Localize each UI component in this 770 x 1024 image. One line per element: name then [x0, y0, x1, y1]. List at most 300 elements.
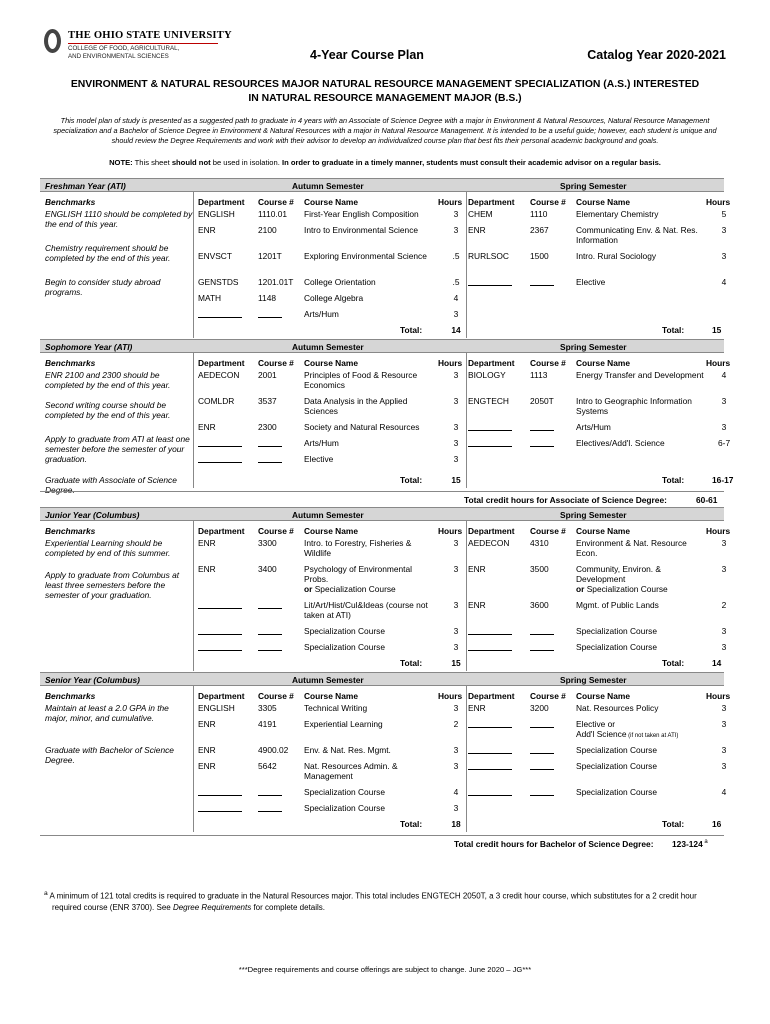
hours-cell: .5: [452, 277, 460, 287]
year-body: [40, 538, 727, 674]
course-number-blank: [530, 627, 554, 637]
department-cell: RURLSOC: [468, 251, 509, 261]
department-blank: [468, 423, 512, 433]
year-label: Freshman Year (ATI): [45, 181, 126, 191]
department-cell: AEDECON: [198, 370, 240, 380]
year-body: [40, 703, 727, 835]
osu-logo: [44, 28, 234, 68]
spring-course-header: Course #: [530, 358, 566, 368]
course-name-cell: Arts/Hum: [576, 422, 611, 432]
department-blank: [468, 439, 512, 449]
bachelor-total-row: [40, 835, 724, 849]
autumn-course-header: Course #: [258, 197, 294, 207]
course-name-cell: Electives/Add'l. Science: [576, 438, 665, 448]
autumn-total-label: Total:: [400, 475, 423, 485]
department-blank: [468, 643, 512, 653]
blank-line: [198, 627, 242, 635]
autumn-total-value: 15: [451, 475, 461, 485]
course-name-cell: Elective: [304, 454, 334, 464]
year-header-bar: [40, 178, 724, 192]
hours-cell: 3: [721, 422, 727, 432]
hours-cell: 3: [721, 225, 727, 235]
associate-total-value: 60-61: [696, 495, 718, 505]
benchmark-note: Chemistry requirement should be completed by the end of this year.: [45, 243, 171, 263]
course-name-cell: Communicating Env. & Nat. Res. Information: [576, 225, 698, 245]
spring-total-value: 16-17: [712, 475, 734, 485]
column-headers: [40, 353, 731, 370]
hours-cell: 3: [453, 209, 459, 219]
hours-cell: 3: [453, 761, 459, 771]
autumn-hours-header: Hours: [438, 526, 463, 536]
course-number-cell: 2001: [258, 370, 277, 380]
course-number-blank: [258, 601, 282, 611]
page-footer: ***Degree requirements and course offerings are subject to change. June 2020 – JG***: [238, 965, 532, 974]
blank-line: [258, 627, 282, 635]
year-body: [40, 370, 734, 495]
hours-cell: 3: [453, 396, 459, 406]
course-name-cell: Mgmt. of Public Lands: [576, 600, 659, 610]
blank-line: [258, 601, 282, 609]
blank-line: [468, 278, 512, 286]
course-number-cell: 4310: [530, 538, 549, 548]
autumn-course-header: Course #: [258, 526, 294, 536]
blank-line: [530, 720, 554, 728]
course-number-blank: [258, 455, 282, 465]
blank-line: [468, 788, 512, 796]
spring-course-header: Course #: [530, 526, 566, 536]
department-blank: [468, 762, 512, 772]
hours-cell: 2: [721, 600, 727, 610]
year-label: Senior Year (Columbus): [45, 675, 140, 685]
column-divider: [466, 192, 467, 338]
course-number-cell: 3400: [258, 564, 277, 574]
blank-line: [198, 643, 242, 651]
benchmarks-header: Benchmarks: [45, 197, 96, 207]
blank-line: [468, 439, 512, 447]
hours-cell: 3: [453, 600, 459, 610]
blank-line: [530, 627, 554, 635]
benchmark-note: ENGLISH 1110 should be completed by the end of this year.: [45, 209, 193, 229]
spring-total-label: Total:: [662, 658, 685, 668]
column-divider: [193, 192, 194, 338]
hours-cell: 3: [721, 761, 727, 771]
course-number-cell: 3305: [258, 703, 277, 713]
bachelor-total-label: Total credit hours for Bachelor of Science Degree:: [454, 839, 654, 849]
course-name-cell: Specialization Course: [304, 642, 386, 652]
spring-course-name-header: Course Name: [576, 691, 630, 701]
blank-line: [198, 439, 242, 447]
department-blank: [198, 439, 242, 449]
course-number-cell: 2100: [258, 225, 277, 235]
blank-line: [258, 788, 282, 796]
department-blank: [198, 643, 242, 653]
column-divider: [466, 353, 467, 488]
hours-cell: 3: [721, 564, 727, 574]
hours-cell: 3: [453, 309, 459, 319]
autumn-course-name-header: Course Name: [304, 691, 358, 701]
blank-line: [468, 643, 512, 651]
course-number-cell: 2300: [258, 422, 277, 432]
benchmarks-header: Benchmarks: [45, 358, 96, 368]
department-cell: ENGTECH: [468, 396, 509, 406]
course-name-cell: Elective: [576, 277, 606, 287]
department-cell: COMLDR: [198, 396, 235, 406]
logo-rule: [68, 43, 218, 44]
course-name-cell: College Algebra: [304, 293, 364, 303]
benchmarks-header: Benchmarks: [45, 526, 96, 536]
course-name-cell: Specialization Course: [304, 626, 386, 636]
hours-cell: 3: [453, 564, 459, 574]
autumn-department-header: Department: [198, 197, 245, 207]
hours-cell: 3: [453, 454, 459, 464]
hours-cell: .5: [452, 251, 460, 261]
associate-total-label: Total credit hours for Associate of Science Degree:: [464, 495, 667, 505]
course-name-cell: Principles of Food & Resource Economics: [304, 370, 418, 390]
department-cell: ENR: [198, 538, 216, 548]
autumn-course-name-header: Course Name: [304, 358, 358, 368]
spring-department-header: Department: [468, 197, 515, 207]
benchmarks-header: Benchmarks: [45, 691, 96, 701]
department-cell: ENVSCT: [198, 251, 232, 261]
hours-cell: 3: [721, 538, 727, 548]
benchmark-note: Graduate with Bachelor of Science Degree.: [45, 745, 174, 765]
spring-department-header: Department: [468, 691, 515, 701]
course-number-cell: 2367: [530, 225, 549, 235]
course-number-cell: 2050T: [530, 396, 554, 406]
hours-cell: 4: [721, 787, 727, 797]
hours-cell: 3: [453, 642, 459, 652]
course-name-cell: Arts/Hum: [304, 309, 339, 319]
blank-line: [258, 310, 282, 318]
blank-line: [198, 455, 242, 463]
spring-total-value: 14: [712, 658, 722, 668]
course-name-cell: Technical Writing: [304, 703, 368, 713]
department-cell: ENR: [468, 600, 486, 610]
department-blank: [198, 601, 242, 611]
hours-cell: 3: [453, 370, 459, 380]
course-name-cell: Env. & Nat. Res. Mgmt.: [304, 745, 391, 755]
course-name-cell: Data Analysis in the Applied Sciences: [304, 396, 408, 416]
department-cell: ENR: [468, 564, 486, 574]
spring-hours-header: Hours: [706, 358, 731, 368]
benchmark-note: Graduate with Associate of Science Degree.: [45, 475, 177, 495]
spring-hours-header: Hours: [706, 197, 731, 207]
course-number-cell: 3200: [530, 703, 549, 713]
hours-cell: 3: [721, 703, 727, 713]
column-headers: [40, 192, 731, 209]
spring-course-name-header: Course Name: [576, 197, 630, 207]
column-headers: [40, 686, 731, 703]
spring-hours-header: Hours: [706, 526, 731, 536]
autumn-course-header: Course #: [258, 358, 294, 368]
course-number-cell: 4900.02: [258, 745, 289, 755]
course-name-cell: Specialization Course: [576, 745, 658, 755]
course-number-cell: 1201.01T: [258, 277, 294, 287]
hours-cell: 2: [453, 719, 459, 729]
column-divider: [193, 686, 194, 832]
hours-cell: 6-7: [718, 438, 731, 448]
year-header-bar: [40, 672, 724, 686]
hours-cell: 3: [721, 745, 727, 755]
course-name-cell: Intro to Geographic Information Systems: [576, 396, 692, 416]
department-blank: [198, 310, 242, 320]
hours-cell: 5: [721, 209, 727, 219]
course-name-cell: Exploring Environmental Science: [304, 251, 427, 261]
blank-line: [198, 804, 242, 812]
department-cell: ENR: [468, 225, 486, 235]
department-cell: BIOLOGY: [468, 370, 506, 380]
spring-semester-label: Spring Semester: [560, 510, 627, 520]
course-number-cell: 5642: [258, 761, 277, 771]
footnote: $^a$ A minimum of 121 total credits is required to graduate in the Natural Resources major. This total includes ENGTECH 2050T, a 3 credit hour course, which substitutes for a 2 credit hour required course (ENR 3700). See Degree Requirements for complete details.: [44, 890, 697, 912]
department-cell: ENGLISH: [198, 703, 235, 713]
column-divider: [466, 686, 467, 832]
course-name-cell: Arts/Hum: [304, 438, 339, 448]
department-blank: [468, 720, 512, 730]
blank-line: [468, 720, 512, 728]
spring-course-name-header: Course Name: [576, 358, 630, 368]
course-name-cell: College Orientation: [304, 277, 376, 287]
autumn-hours-header: Hours: [438, 197, 463, 207]
department-cell: ENR: [198, 422, 216, 432]
course-number-blank: [258, 804, 282, 814]
spring-semester-label: Spring Semester: [560, 181, 627, 191]
course-number-blank: [258, 643, 282, 653]
column-divider: [193, 353, 194, 488]
department-blank: [468, 788, 512, 798]
benchmark-note: Apply to graduate from Columbus at least three semesters before the semester of your graduation.: [45, 570, 180, 600]
course-number-blank: [530, 762, 554, 772]
course-number-cell: 1113: [530, 370, 548, 380]
blank-line: [530, 643, 554, 651]
course-name-cell: Specialization Course: [576, 787, 658, 797]
course-name-cell: Nat. Resources Policy: [576, 703, 659, 713]
spring-semester-label: Spring Semester: [560, 342, 627, 352]
spring-total-label: Total:: [662, 475, 685, 485]
blank-line: [258, 439, 282, 447]
course-number-cell: 1148: [258, 293, 277, 303]
course-number-cell: 3537: [258, 396, 277, 406]
hours-cell: 3: [721, 642, 727, 652]
blank-line: [530, 746, 554, 754]
course-name-cell: Experiential Learning: [304, 719, 383, 729]
hours-cell: 3: [721, 396, 727, 406]
department-blank: [468, 278, 512, 288]
autumn-hours-header: Hours: [438, 691, 463, 701]
course-number-blank: [530, 439, 554, 449]
associate-total-row: [40, 491, 724, 505]
department-blank: [198, 788, 242, 798]
autumn-semester-label: Autumn Semester: [292, 675, 364, 685]
blank-line: [468, 423, 512, 431]
course-name-cell: Lit/Art/Hist/Cul&Ideas (course not taken at ATI): [304, 600, 428, 620]
column-headers: [40, 521, 731, 538]
course-number-cell: 3300: [258, 538, 277, 548]
department-cell: ENR: [198, 564, 216, 574]
hours-cell: 4: [453, 787, 459, 797]
spring-course-name-header: Course Name: [576, 526, 630, 536]
course-number-blank: [258, 310, 282, 320]
autumn-semester-label: Autumn Semester: [292, 510, 364, 520]
department-cell: AEDECON: [468, 538, 510, 548]
hours-cell: 3: [453, 438, 459, 448]
course-number-blank: [530, 788, 554, 798]
bachelor-total-value: 123-124 $^a$: [672, 839, 708, 849]
spring-hours-header: Hours: [706, 691, 731, 701]
spring-semester-label: Spring Semester: [560, 675, 627, 685]
department-blank: [468, 746, 512, 756]
blank-line: [530, 439, 554, 447]
course-number-cell: 1201T: [258, 251, 282, 261]
course-number-cell: 1500: [530, 251, 549, 261]
course-name-cell: First-Year English Composition: [304, 209, 419, 219]
block-o-icon: [44, 29, 61, 53]
department-cell: GENSTDS: [198, 277, 239, 287]
page-title: 4-Year Course Plan: [310, 48, 424, 62]
autumn-department-header: Department: [198, 691, 245, 701]
college-name: COLLEGE OF FOOD, AGRICULTURAL, AND ENVIRONMENTAL SCIENCES: [68, 45, 180, 60]
course-number-cell: 1110: [530, 209, 548, 219]
hours-cell: 3: [721, 719, 727, 729]
course-number-blank: [530, 643, 554, 653]
department-cell: ENR: [198, 745, 216, 755]
hours-cell: 4: [721, 370, 727, 380]
benchmark-note: Second writing course should be completed by the end of this year.: [45, 400, 171, 420]
course-number-cell: 1110.01: [258, 209, 288, 219]
major-title: ENVIRONMENT & NATURAL RESOURCES MAJOR NATURAL RESOURCE MANAGEMENT SPECIALIZATION (A.S.) INTERESTED IN NATURAL RESOURCE MANAGEMENT MAJOR (B.S.): [70, 79, 700, 104]
hours-cell: 3: [721, 626, 727, 636]
course-number-blank: [530, 278, 554, 288]
year-label: Sophomore Year (ATI): [45, 342, 133, 352]
blank-line: [198, 788, 242, 796]
blank-line: [530, 423, 554, 431]
autumn-semester-label: Autumn Semester: [292, 181, 364, 191]
course-number-cell: 3600: [530, 600, 549, 610]
department-cell: ENR: [198, 719, 216, 729]
year-header-bar: [40, 507, 724, 521]
blank-line: [258, 455, 282, 463]
course-name-cell: Energy Transfer and Development: [576, 370, 704, 380]
benchmark-note: Maintain at least a 2.0 GPA in the major, minor, and cumulative.: [45, 703, 169, 723]
hours-cell: 4: [721, 277, 727, 287]
course-name-cell: Elective or Add'l Science (if not taken at ATI): [576, 719, 679, 739]
department-blank: [198, 455, 242, 465]
department-cell: MATH: [198, 293, 222, 303]
course-name-cell: Community, Environ. & Development or Specialization Course: [576, 564, 668, 594]
autumn-course-name-header: Course Name: [304, 197, 358, 207]
spring-department-header: Department: [468, 526, 515, 536]
autumn-total-value: 14: [451, 325, 461, 335]
course-name-cell: Specialization Course: [304, 787, 386, 797]
course-name-cell: Society and Natural Resources: [304, 422, 420, 432]
spring-total-value: 16: [712, 819, 722, 829]
autumn-hours-header: Hours: [438, 358, 463, 368]
spring-department-header: Department: [468, 358, 515, 368]
course-number-cell: 4191: [258, 719, 277, 729]
hours-cell: 3: [721, 251, 727, 261]
year-label: Junior Year (Columbus): [45, 510, 140, 520]
column-divider: [466, 521, 467, 671]
catalog-year: Catalog Year 2020-2021: [587, 48, 726, 62]
blank-line: [258, 643, 282, 651]
autumn-semester-label: Autumn Semester: [292, 342, 364, 352]
course-name-cell: Psychology of Environmental Probs. or Specialization Course: [304, 564, 412, 594]
blank-line: [258, 804, 282, 812]
department-cell: ENR: [468, 703, 486, 713]
course-name-cell: Specialization Course: [576, 761, 658, 771]
blank-line: [468, 762, 512, 770]
spring-course-header: Course #: [530, 197, 566, 207]
department-blank: [198, 804, 242, 814]
hours-cell: 3: [453, 225, 459, 235]
course-number-blank: [530, 423, 554, 433]
hours-cell: 3: [453, 626, 459, 636]
department-cell: ENR: [198, 761, 216, 771]
course-name-cell: Intro. to Forestry, Fisheries & Wildlife: [304, 538, 412, 558]
department-blank: [198, 627, 242, 637]
autumn-department-header: Department: [198, 526, 245, 536]
university-name: THE OHIO STATE UNIVERSITY: [68, 30, 232, 41]
autumn-department-header: Department: [198, 358, 245, 368]
hours-cell: 3: [453, 538, 459, 548]
course-name-cell: Elementary Chemistry: [576, 209, 659, 219]
hours-cell: 3: [453, 422, 459, 432]
course-number-blank: [258, 788, 282, 798]
department-blank: [468, 627, 512, 637]
benchmark-note: Experiential Learning should be completed by end of this summer.: [45, 538, 171, 558]
course-number-blank: [530, 720, 554, 730]
hours-cell: 3: [453, 745, 459, 755]
course-name-cell: Specialization Course: [304, 803, 386, 813]
spring-total-value: 15: [712, 325, 722, 335]
spring-total-label: Total:: [662, 819, 685, 829]
blank-line: [530, 788, 554, 796]
course-name-cell: Specialization Course: [576, 626, 658, 636]
course-number-cell: 3500: [530, 564, 549, 574]
blank-line: [530, 762, 554, 770]
intro-paragraph: This model plan of study is presented as a suggested path to graduate in 4 years with an Associate of Science Degree with a major in Environment & Natural Resources, Natural Resource Management specialization and a Bachelor of Science Degree in Environment & Natural Resources with a major in Natural Resource Management. It is intended to be a useful guide; however, each student is unique and should review the Degree Requirements and work with their advisor to develop an individualized course plan that best fits their personal academic background and goals.: [53, 116, 717, 145]
course-name-cell: Intro. Rural Sociology: [576, 251, 657, 261]
hours-cell: 4: [453, 293, 459, 303]
course-number-blank: [258, 439, 282, 449]
autumn-total-label: Total:: [400, 819, 423, 829]
course-name-cell: Nat. Resources Admin. & Management: [304, 761, 398, 781]
autumn-total-label: Total:: [400, 658, 423, 668]
course-name-cell: Specialization Course: [576, 642, 658, 652]
spring-course-header: Course #: [530, 691, 566, 701]
column-divider: [193, 521, 194, 671]
hours-cell: 3: [453, 703, 459, 713]
department-cell: CHEM: [468, 209, 493, 219]
note-paragraph: NOTE: This sheet should not be used in isolation. In order to graduate in a timely manner, students must consult their academic advisor on a regular basis.: [109, 158, 661, 167]
course-name-cell: Environment & Nat. Resource Econ.: [576, 538, 687, 558]
course-number-blank: [258, 627, 282, 637]
blank-line: [198, 310, 242, 318]
blank-line: [468, 627, 512, 635]
hours-cell: 3: [453, 803, 459, 813]
course-name-cell: Intro to Environmental Science: [304, 225, 419, 235]
blank-line: [198, 601, 242, 609]
spring-total-label: Total:: [662, 325, 685, 335]
benchmark-note: Apply to graduate from ATI at least one semester before the semester of your graduation.: [45, 434, 190, 464]
autumn-course-header: Course #: [258, 691, 294, 701]
autumn-total-label: Total:: [400, 325, 423, 335]
course-number-blank: [530, 746, 554, 756]
year-header-bar: [40, 339, 724, 353]
benchmark-note: ENR 2100 and 2300 should be completed by the end of this year.: [45, 370, 171, 390]
year-body: [40, 209, 727, 341]
department-cell: ENR: [198, 225, 216, 235]
